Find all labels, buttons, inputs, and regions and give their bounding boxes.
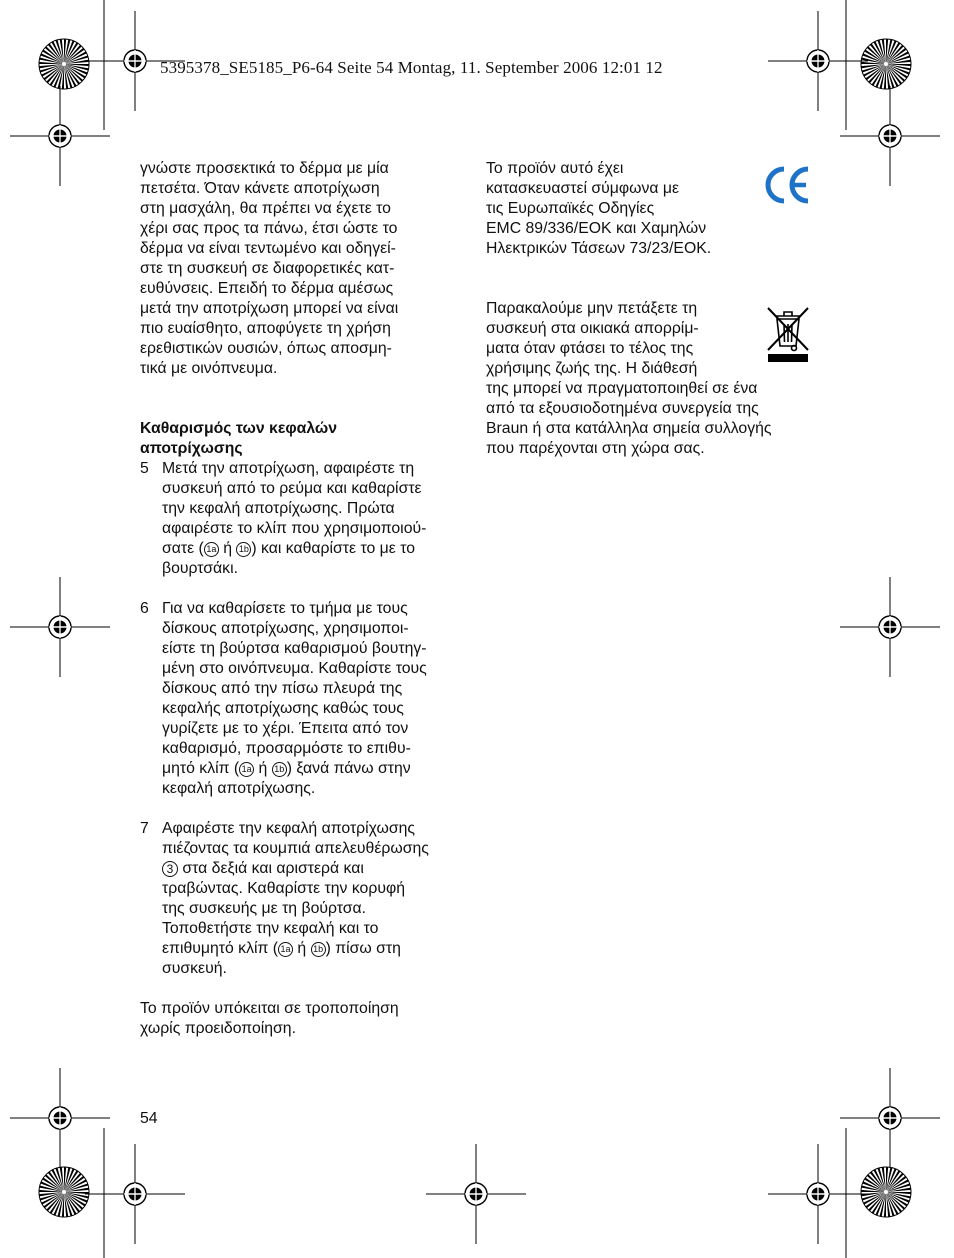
star-target-bottom-left bbox=[39, 1167, 89, 1217]
text-line: ερεθιστικών ουσιών, όπως αποσμη- bbox=[140, 340, 392, 357]
print-header: 5395378_SE5185_P6-64 Seite 54 Montag, 11. September 2006 12:01 12 bbox=[160, 58, 663, 77]
clip-1a-symbol: 1a bbox=[204, 542, 219, 557]
text-line: Braun ή στα κατάλληλα σημεία συλλογής bbox=[486, 420, 772, 437]
text-line: στη μασχάλη, θα πρέπει να έχετε το bbox=[140, 200, 391, 217]
text-line: δέρμα να είναι τεντωμένο και οδηγεί- bbox=[140, 240, 396, 257]
step-7: 7 Αφαιρέστε την κεφαλή αποτρίχωσης πιέζοντας τα κουμπιά απελευθέρωσης 3 στα δεξιά και αριστερά και τραβώντας. Καθαρίστε την κορυφή της συσκευής με τη βούρτσα. Τοποθετήστε την κεφαλή και το επιθυμητό κλίπ ( 1a ή 1b ) πίσω στη συσκευή. bbox=[140, 819, 470, 979]
crossed-out-bin-icon bbox=[764, 302, 812, 364]
text-line: της μπορεί να πραγματοποιηθεί σε ένα bbox=[486, 380, 758, 397]
text-line: Τοποθετήστε την κεφαλή και το bbox=[162, 920, 379, 937]
text-line: Ηλεκτρικών Τάσεων 73/23/ΕΟΚ. bbox=[486, 240, 712, 257]
registration-cross-top-right bbox=[768, 11, 868, 111]
text-line: είστε τη βούρτσα καθαρισμού βουτηγ- bbox=[162, 640, 427, 657]
section-heading: Καθαρισμός των κεφαλών αποτρίχωσης bbox=[140, 420, 338, 457]
intro-paragraph bbox=[140, 159, 470, 379]
text-line: ματα όταν φτάσει το τέλος της bbox=[486, 340, 694, 357]
clip-1b-symbol: 1b bbox=[272, 762, 287, 777]
text-line: από τα εξουσιοδοτημένα συνεργεία της bbox=[486, 400, 759, 417]
text-line: κεφαλής αποτρίχωσης καθώς τους bbox=[162, 700, 404, 717]
text-line: της συσκευής με τη βούρτσα. bbox=[162, 900, 367, 917]
step-number: 6 bbox=[140, 600, 149, 617]
text-line: ευθύνσεις. Επειδή το δέρμα αμέσως bbox=[140, 280, 394, 297]
clip-1b-symbol: 1b bbox=[311, 942, 326, 957]
text-line: χρήσιμης ζωής της. Η διάθεσή bbox=[486, 360, 698, 377]
text-line: αφαιρέστε το κλίπ που χρησιμοποιού- bbox=[162, 520, 427, 537]
text-line: Παρακαλούμε μην πετάξετε τη bbox=[486, 300, 698, 317]
text-line: την κεφαλή αποτρίχωσης. Πρώτα bbox=[162, 500, 395, 517]
clip-1b-symbol: 1b bbox=[236, 542, 251, 557]
registration-cross-mid-left bbox=[10, 577, 110, 677]
clip-1a-symbol: 1a bbox=[239, 762, 254, 777]
registration-cross-bottom-left bbox=[85, 1144, 185, 1244]
registration-cross-lower-left bbox=[10, 1068, 110, 1168]
step-number: 5 bbox=[140, 460, 149, 477]
text-line: μετά την αποτρίχωση μπορεί να είναι bbox=[140, 300, 399, 317]
modification-notice: Το προϊόν υπόκειται σε τροποποίηση χωρίς προειδοποίηση. bbox=[140, 1000, 399, 1037]
ce-mark-icon bbox=[764, 163, 814, 207]
page-number: 54 bbox=[140, 1110, 158, 1127]
registration-cross-mid-right bbox=[840, 577, 940, 677]
registration-cross-lower-right bbox=[840, 1068, 940, 1168]
registration-cross-upper-left bbox=[10, 86, 110, 186]
text-line: Για να καθαρίσετε το τμήμα με τους bbox=[162, 600, 408, 617]
star-target-bottom-right bbox=[861, 1167, 911, 1217]
left-column bbox=[140, 159, 470, 1039]
step-6: 6 Για να καθαρίσετε το τμήμα με τους δίσκους αποτρίχωσης, χρησιμοποι- είστε τη βούρτσα καθαρισμού βουτηγ- μένη στο οινόπνευμα. Καθαρίστε τους δίσκους από την πίσω πλευρά της κεφαλής αποτρίχωσης καθώς τους γυρίζετε με το χέρι. Έπειτα από τον καθαρισμό, προσαρμόστε το επιθυ- μητό κλίπ ( 1a ή 1b ) ξανά πάνω στην κεφαλή αποτρίχωσης. bbox=[140, 599, 470, 799]
text-line: Μετά την αποτρίχωση, αφαιρέστε τη bbox=[162, 460, 415, 477]
text-line: EMC 89/336/ΕΟΚ και Χαμηλών bbox=[486, 220, 707, 237]
text-line: τραβώντας. Καθαρίστε την κορυφή bbox=[162, 880, 405, 897]
registration-cross-bottom-right bbox=[768, 1144, 868, 1244]
text-line: γυρίζετε με το χέρι. Έπειτα από τον bbox=[162, 720, 409, 737]
text-line: δίσκους αποτρίχωσης, χρησιμοποι- bbox=[162, 620, 409, 637]
registration-cross-upper-right bbox=[840, 86, 940, 186]
text-line: Το προϊόν αυτό έχει bbox=[486, 160, 624, 177]
step-number: 7 bbox=[140, 820, 149, 837]
clip-1a-symbol: 1a bbox=[278, 942, 293, 957]
text-line: δίσκους από την πίσω πλευρά της bbox=[162, 680, 403, 697]
text-line: στε τη συσκευή σε διαφορετικές κατ- bbox=[140, 260, 395, 277]
text-line: γνώστε προσεκτικά το δέρμα με μία bbox=[140, 160, 389, 177]
text-line: συσκευή από το ρεύμα και καθαρίστε bbox=[162, 480, 422, 497]
release-button-3-symbol: 3 bbox=[162, 861, 178, 877]
text-line: μένη στο οινόπνευμα. Καθαρίστε τους bbox=[162, 660, 427, 677]
registration-cross-bottom-center bbox=[426, 1144, 526, 1244]
text-line: καθαρισμό, προσαρμόστε το επιθυ- bbox=[162, 740, 411, 757]
star-target-top-left bbox=[39, 39, 89, 89]
text-line: συσκευή στα οικιακά απορρίμ- bbox=[486, 320, 699, 337]
text-line: τικά με οινόπνευμα. bbox=[140, 360, 278, 377]
text-line: που παρέχονται στη χώρα σας. bbox=[486, 440, 705, 457]
text-line: κατασκευαστεί σύμφωνα με bbox=[486, 180, 680, 197]
step-5: 5 Μετά την αποτρίχωση, αφαιρέστε τη συσκευή από το ρεύμα και καθαρίστε την κεφαλή αποτρίχωσης. Πρώτα αφαιρέστε το κλίπ που χρησιμοποιού- σατε ( 1a ή 1b ) και καθαρίστε το με το βουρτσάκι. bbox=[140, 459, 470, 579]
text-line: χέρι σας προς τα πάνω, έτσι ώστε το bbox=[140, 220, 398, 237]
star-target-top-right bbox=[861, 39, 911, 89]
text-line: πετσέτα. Όταν κάνετε αποτρίχωση bbox=[140, 180, 380, 197]
text-line: τις Ευρωπαϊκές Οδηγίες bbox=[486, 200, 655, 217]
text-line: πιο ευαίσθητο, αποφύγετε τη χρήση bbox=[140, 320, 391, 337]
